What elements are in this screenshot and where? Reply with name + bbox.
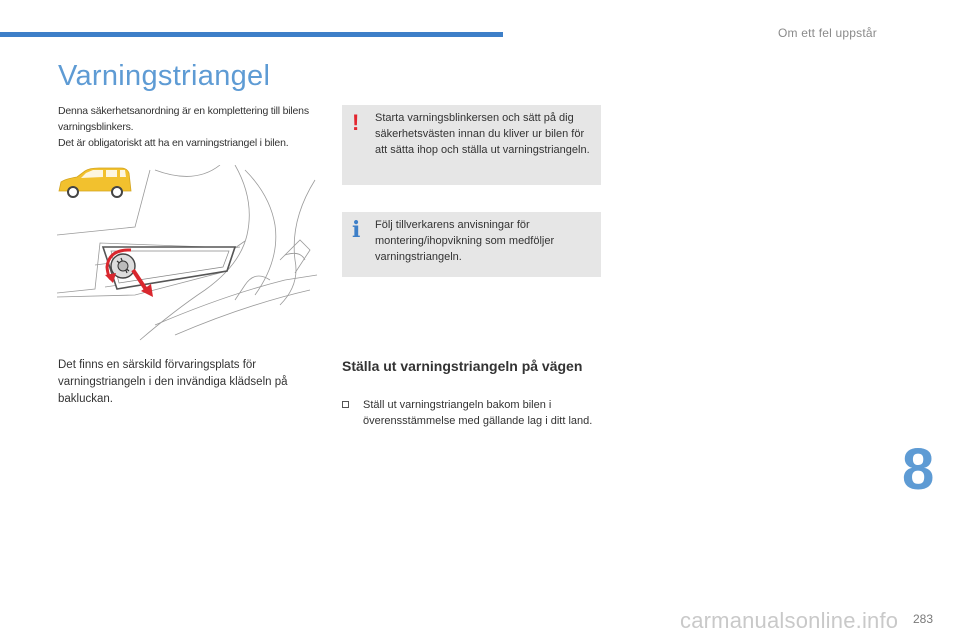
- instruction-step: [342, 397, 604, 429]
- checkbox-bullet-icon: [342, 401, 349, 408]
- warning-note: [342, 105, 601, 185]
- warning-exclamation-icon: !: [352, 110, 360, 135]
- illustration-caption: Det finns en särskild förvaringsplats för varningstriangeln i den invändiga klädseln på bakluckan.: [58, 359, 288, 405]
- section-heading: Ställa ut varningstriangeln på vägen: [342, 358, 583, 374]
- info-note: [342, 212, 601, 277]
- page-title: Varningstriangel: [58, 60, 271, 92]
- intro-line-1: Denna säkerhetsanordning är en komplettering till bilens varningsblinkers.: [58, 105, 309, 133]
- warning-note-text: Starta varningsblinkersen och sätt på dig säkerhetsvästen innan du kliver ur bilen för att sätta ihop och ställa ut varningstriangeln.: [375, 112, 590, 156]
- instruction-step-text: Ställ ut varningstriangeln bakom bilen i överensstämmelse med gällande lag i ditt land.: [363, 399, 593, 427]
- section-title: Om ett fel uppstår: [778, 26, 877, 40]
- page-number: 283: [913, 612, 934, 626]
- intro-text: [58, 103, 333, 151]
- watermark: carmanualsonline.info: [680, 608, 899, 633]
- header-accent-bar: [0, 32, 503, 37]
- info-note-text: Följ tillverkarens anvisningar för montering/ihopvikning som medföljer varningstriangeln.: [375, 219, 555, 263]
- triangle-housing: [103, 247, 235, 289]
- info-icon: i: [352, 217, 361, 243]
- trunk-lid-illustration: [55, 165, 320, 345]
- chapter-number: 8: [902, 437, 935, 502]
- intro-line-2: Det är obligatoriskt att ha en varningstriangel i bilen.: [58, 137, 289, 149]
- car-icon: [59, 168, 131, 197]
